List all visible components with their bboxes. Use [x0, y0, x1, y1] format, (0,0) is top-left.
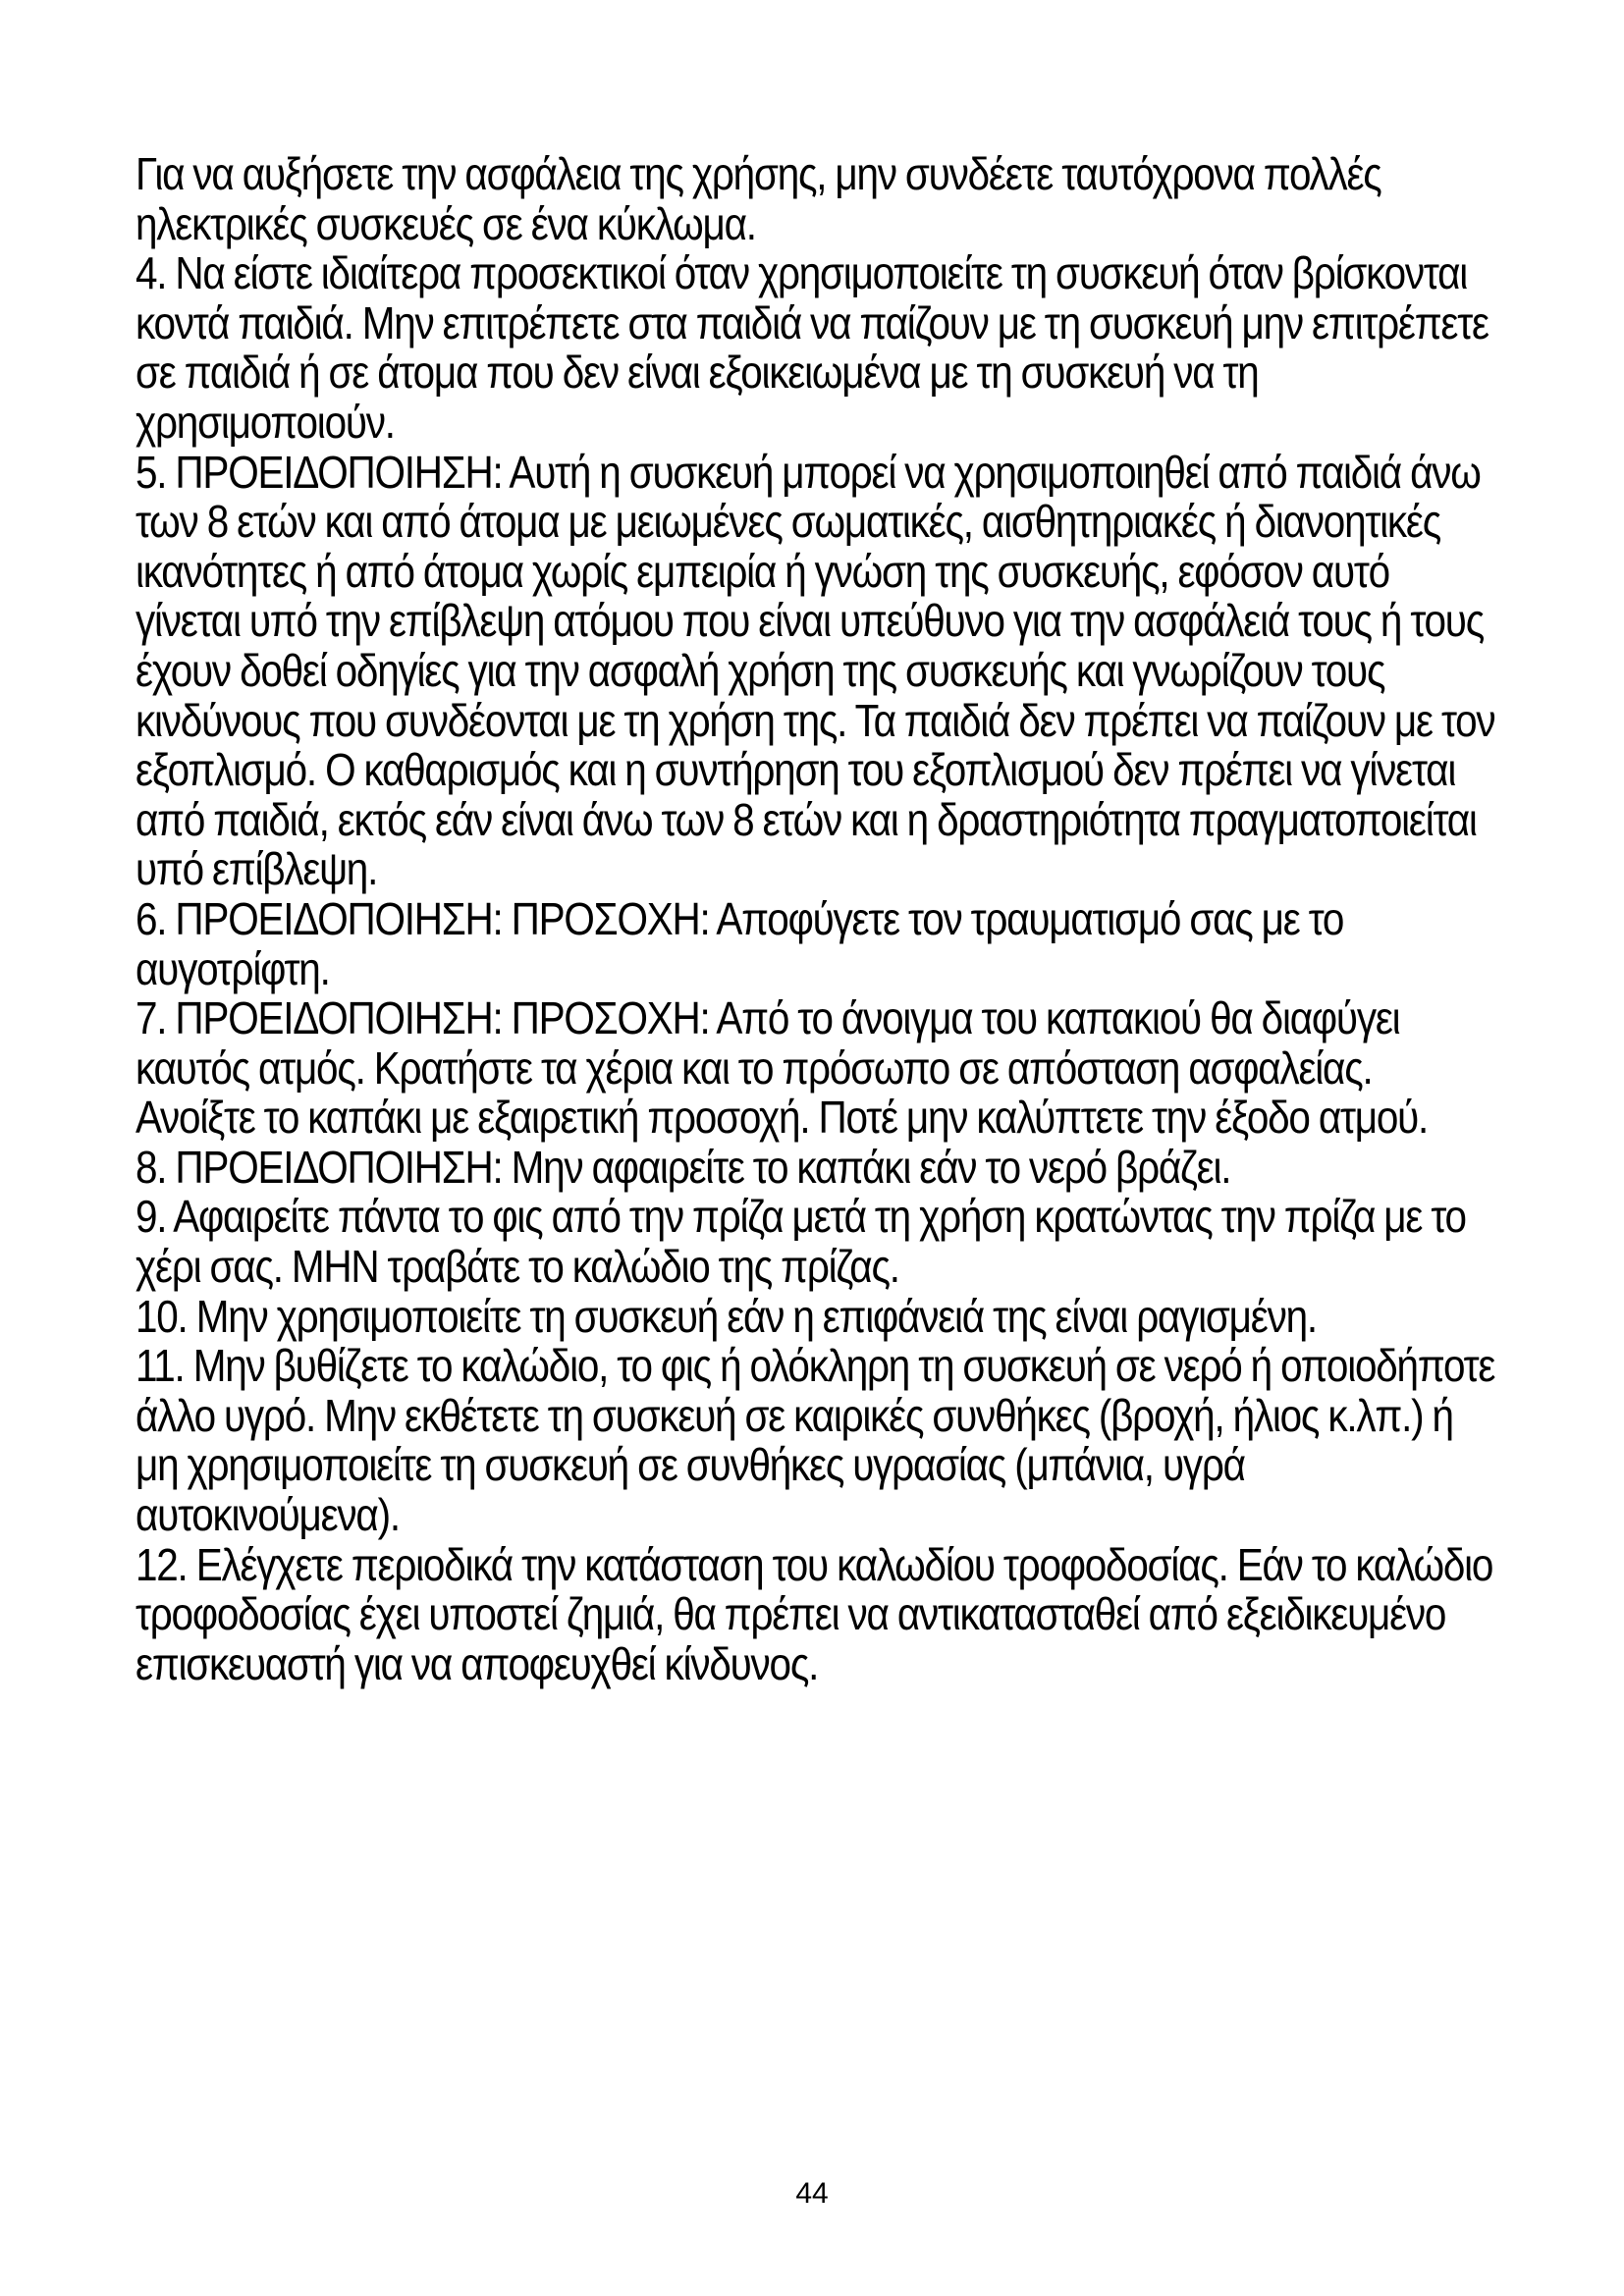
paragraph-item-4: 4. Να είστε ιδιαίτερα προσεκτικοί όταν χρησιμοποιείτε τη συσκευή όταν βρίσκονται κοντά παιδιά. Μην επιτρέπετε στα παιδιά να παίζουν με τη συσκευή μην επιτρέπετε σε παιδιά ή σε άτομα που δεν είναι εξοικειωμένα με τη συσκευή να τη χρησιμοποιούν. [135, 247, 1489, 448]
paragraph-circuit-safety: Για να αυξήσετε την ασφάλεια της χρήσης, μην συνδέετε ταυτόχρονα πολλές ηλεκτρικές συσκευές σε ένα κύκλωμα. [135, 148, 1381, 249]
paragraph-item-9: 9. Αφαιρείτε πάντα το φις από την πρίζα μετά τη χρήση κρατώντας την πρίζα με το χέρι σας. ΜΗΝ τραβάτε το καλώδιο της πρίζας. [135, 1191, 1466, 1293]
paragraph-item-7: 7. ΠΡΟΕΙΔΟΠΟΙΗΣΗ: ΠΡΟΣΟΧΗ: Από το άνοιγμα του καπακιού θα διαφύγει καυτός ατμός. Κρατήστε τα χέρια και το πρόσωπο σε απόσταση ασφαλείας. Ανοίξτε το καπάκι με εξαιρετική προσοχή. Ποτέ μην καλύπτετε την έξοδο ατμού. [135, 992, 1429, 1144]
paragraph-item-10: 10. Μην χρησιμοποιείτε τη συσκευή εάν η επιφάνειά της είναι ραγισμένη. [135, 1290, 1317, 1342]
paragraph-item-5: 5. ΠΡΟΕΙΔΟΠΟΙΗΣΗ: Αυτή η συσκευή μπορεί να χρησιμοποιηθεί από παιδιά άνω των 8 ετών και από άτομα με μειωμένες σωματικές, αισθητηριακές ή διανοητικές ικανότητες ή από άτομα χωρίς εμπειρία ή γνώση της συσκευής, εφόσον αυτό γίνεται υπό την επίβλεψη ατόμου που είναι υπεύθυνο για την ασφάλειά τους ή τους έχουν δοθεί οδηγίες για την ασφαλή χρήση της συσκευής και γνωρίζουν τους κινδύνους που συνδέονται με τη χρήση της. Τα παιδιά δεν πρέπει να παίζουν με τον εξοπλισμό. Ο καθαρισμός και η συντήρηση του εξοπλισμού δεν πρέπει να γίνεται από παιδιά, εκτός εάν είναι άνω των 8 ετών και η δραστηριότητα πραγματοποιείται υπό επίβλεψη. [135, 446, 1495, 895]
page-number: 44 [795, 2177, 829, 2210]
body-text [135, 149, 1495, 1688]
paragraph-item-12: 12. Ελέγχετε περιοδικά την κατάσταση του καλωδίου τροφοδοσίας. Εάν το καλώδιο τροφοδοσίας έχει υποστεί ζημιά, θα πρέπει να αντικατασταθεί από εξειδικευμένο επισκευαστή για να αποφευχθεί κίνδυνος. [135, 1538, 1493, 1689]
paragraph-item-8: 8. ΠΡΟΕΙΔΟΠΟΙΗΣΗ: Μην αφαιρείτε το καπάκι εάν το νερό βράζει. [135, 1141, 1231, 1193]
paragraph-item-11: 11. Μην βυθίζετε το καλώδιο, το φις ή ολόκληρη τη συσκευή σε νερό ή οποιοδήποτε άλλο υγρό. Μην εκθέτετε τη συσκευή σε καιρικές συνθήκες (βροχή, ήλιος κ.λπ.) ή μη χρησιμοποιείτε τη συσκευή σε συνθήκες υγρασίας (μπάνια, υγρά αυτοκινούμενα). [135, 1340, 1495, 1541]
paragraph-item-6: 6. ΠΡΟΕΙΔΟΠΟΙΗΣΗ: ΠΡΟΣΟΧΗ: Αποφύγετε τον τραυματισμό σας με το αυγοτρίφτη. [135, 892, 1344, 994]
